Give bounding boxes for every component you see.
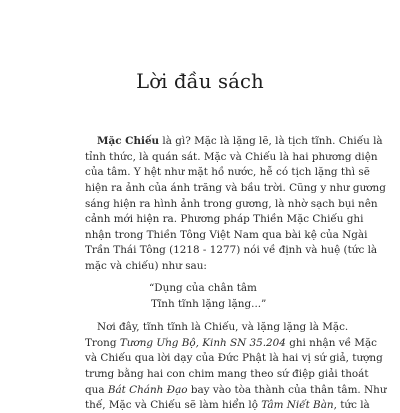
- text-segment: nhận trong Thiền Tông Việt Nam qua bài kệ của Ngài: [85, 229, 368, 241]
- text-segment: sáng hiện ra hình ảnh trong gương, là nhờ sạch bụi nên: [85, 198, 378, 210]
- text-segment: tỉnh thức, là quán sát. Mặc và Chiếu là hai phương diện: [85, 151, 378, 163]
- paragraph-line: [85, 259, 207, 274]
- paragraph-line: [85, 336, 377, 351]
- paragraph-line: [85, 367, 369, 382]
- paragraph-line: [85, 212, 363, 227]
- text-segment: trưng bằng hai con chim mang theo sứ điệp giải thoát: [85, 368, 369, 380]
- paragraph-line: [85, 351, 383, 366]
- paragraph-line: [85, 383, 387, 398]
- text-segment: hiện ra ảnh của ánh trăng và bầu trời. Cũng y như gương: [85, 182, 386, 194]
- italic-term: Tương Ưng Bộ, Kinh SN 35.204: [119, 337, 286, 349]
- text-segment: bay vào tòa thành của thân tâm. Như: [187, 384, 387, 396]
- text-segment: và Chiếu qua lời dạy của Đức Phật là hai vị sứ giả, tượng: [85, 352, 383, 364]
- text-segment: Trong: [85, 337, 120, 349]
- text-segment: cảnh mới hiện ra. Phương pháp Thiền Mặc Chiếu ghi: [85, 213, 364, 225]
- text-segment: là gì? Mặc là lặng lẽ, là tịch tĩnh. Chiếu là: [159, 135, 383, 147]
- paragraph-line: [97, 320, 348, 335]
- paragraph-line: [85, 181, 386, 196]
- text-segment: , tức là: [333, 399, 370, 411]
- bold-term: Mặc Chiếu: [97, 135, 160, 147]
- text-segment: qua: [85, 384, 108, 396]
- quote-line: Tĩnh tĩnh lặng lặng...”: [151, 298, 267, 310]
- text-segment: Nơi đây, tĩnh tĩnh là Chiếu, và lặng lặng là Mặc.: [97, 321, 349, 333]
- text-segment: thế, Mặc và Chiếu sẽ làm hiển lộ: [85, 399, 262, 411]
- paragraph-line: [85, 398, 370, 413]
- paragraph-line: [85, 165, 370, 180]
- paragraph-line: [97, 134, 383, 149]
- paragraph-line: [85, 228, 367, 243]
- text-segment: ghi nhận về Mặc: [285, 337, 377, 349]
- paragraph-line: [85, 243, 377, 258]
- italic-term: Tâm Niết Bàn: [261, 399, 334, 411]
- paragraph-line: [85, 150, 378, 165]
- text-segment: mặc và chiếu) như sau:: [85, 260, 207, 272]
- paragraph-line: [85, 197, 378, 212]
- text-segment: Trần Thái Tông (1218 - 1277) nói về định và huệ (tức là: [85, 244, 378, 256]
- text-segment: của tâm. Y hệt như mặt hồ nước, hễ có tịch lặng thì sẽ: [85, 166, 370, 178]
- chapter-title: Lời đầu sách: [136, 70, 264, 93]
- quote-line: “Dụng của chân tâm: [149, 282, 257, 294]
- italic-term: Bát Chánh Đạo: [107, 384, 188, 396]
